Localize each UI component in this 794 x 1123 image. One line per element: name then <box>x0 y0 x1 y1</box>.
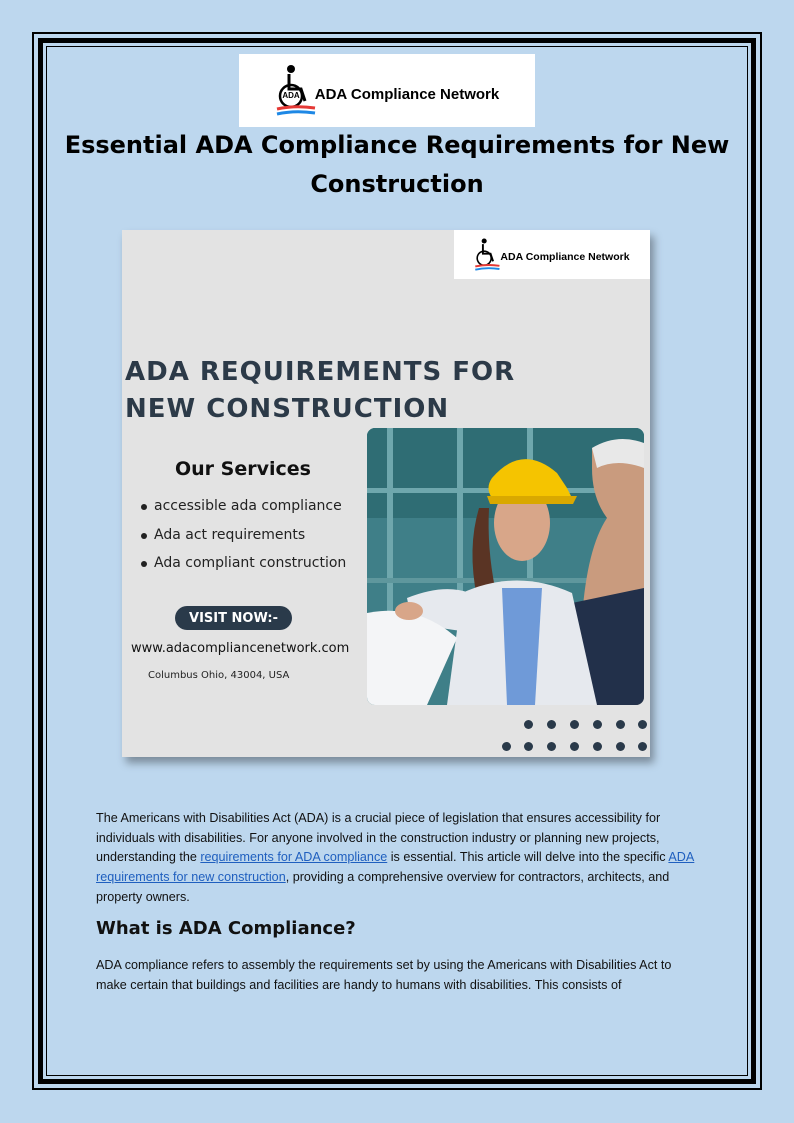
banner-wheelchair-icon <box>474 236 502 274</box>
logo-mark-text: ADA <box>282 90 300 100</box>
dot <box>524 742 533 751</box>
service-item: Ada act requirements <box>140 521 346 550</box>
title-line-2: Construction <box>310 170 484 198</box>
dot <box>547 742 556 751</box>
website-url: www.adacompliancenetwork.com <box>131 641 350 656</box>
dot <box>502 742 511 751</box>
dot <box>593 720 602 729</box>
dot <box>570 720 579 729</box>
visit-now-button[interactable]: VISIT NOW:- <box>175 606 292 630</box>
banner-brand-name: ADA Compliance Network <box>500 250 630 263</box>
dot <box>616 742 625 751</box>
intro-text: is essential. This article will delve into the specific <box>387 850 669 865</box>
construction-worker-photo <box>367 428 644 705</box>
dot <box>547 720 556 729</box>
dot <box>524 720 533 729</box>
wheelchair-logo-icon <box>275 63 319 119</box>
address: Columbus Ohio, 43004, USA <box>148 670 290 681</box>
service-item: accessible ada compliance <box>140 492 346 521</box>
banner-logo <box>454 230 650 279</box>
title-line-1: Essential ADA Compliance Requirements for New <box>64 131 730 159</box>
header-logo <box>239 54 535 127</box>
services-list <box>140 492 346 578</box>
dot <box>616 720 625 729</box>
brand-name: ADA Compliance Network <box>314 86 500 103</box>
service-item: Ada compliant construction <box>140 549 346 578</box>
page-title <box>60 126 734 204</box>
promo-banner <box>122 230 650 757</box>
dot <box>593 742 602 751</box>
dot <box>638 720 647 729</box>
services-title: Our Services <box>175 458 311 480</box>
section-paragraph: ADA compliance refers to assembly the requirements set by using the Americans with Disabilities Act to make certain that buildings and facilities are handy to humans with disabilities. This consists of <box>96 958 672 992</box>
dot <box>638 742 647 751</box>
intro-text: The Americans with Disabilities Act (ADA) is a crucial piece of legislation that ensures accessibility for individuals with disabilities. For anyone involved in the construction industry or planning new projects, understanding the <box>96 811 661 865</box>
dot <box>570 742 579 751</box>
banner-heading <box>125 354 525 428</box>
decorative-dots <box>502 720 647 750</box>
intro-text: , providing a comprehensive overview for contractors, architects, and property owners. <box>96 870 670 904</box>
banner-heading-line-2: NEW CONSTRUCTION <box>125 394 450 424</box>
banner-heading-line-1: ADA REQUIREMENTS FOR <box>125 357 516 387</box>
intro-paragraph <box>96 809 700 908</box>
section-heading: What is ADA Compliance? <box>96 918 356 939</box>
requirements-link[interactable]: requirements for ADA compliance <box>200 850 388 865</box>
new-construction-link[interactable]: ADA requirements for new construction <box>96 850 695 885</box>
